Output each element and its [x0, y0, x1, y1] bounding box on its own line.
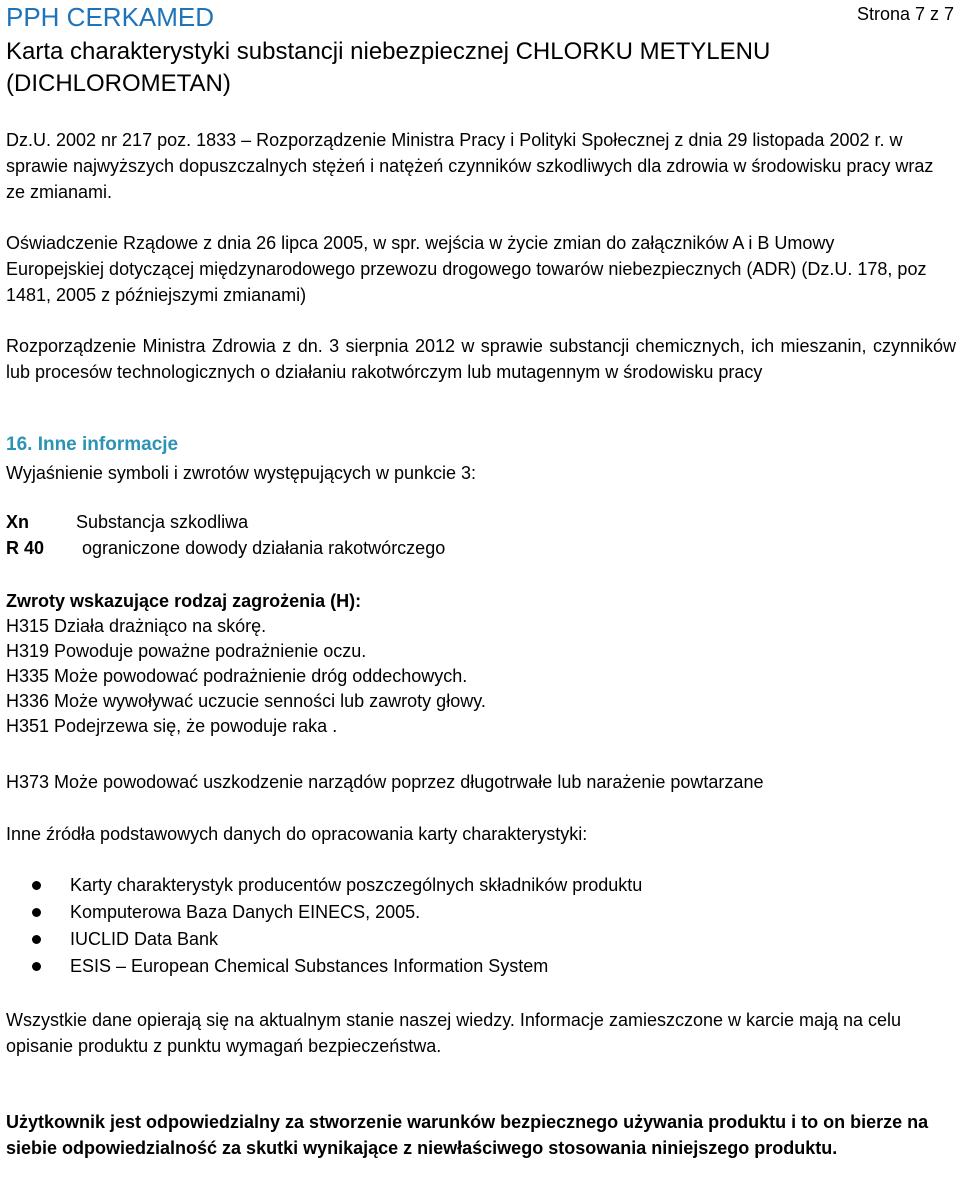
list-item	[6, 899, 946, 926]
responsibility-note: Użytkownik jest odpowiedzialny za stworzenie warunków bezpiecznego używania produktu i to on bierze na siebie odpowiedzialność za skutki wynikające z niewłaściwego stosowania niniejszego produktu.	[6, 1112, 929, 1158]
bullet-icon	[32, 962, 41, 971]
list-item	[6, 953, 946, 980]
source-text: IUCLID Data Bank	[70, 929, 219, 949]
source-text: ESIS – European Chemical Substances Information System	[70, 956, 549, 976]
symbol-row	[6, 538, 445, 559]
bullet-icon	[32, 935, 41, 944]
sources-list	[6, 872, 946, 980]
symbol-description: ograniczone dowody działania rakotwórczego	[82, 538, 446, 558]
page-number: Strona 7 z 7	[856, 4, 954, 24]
source-text: Karty charakterystyk producentów poszczególnych składników produktu	[70, 875, 643, 895]
section-16-heading: 16. Inne informacje	[6, 434, 179, 455]
knowledge-note: Wszystkie dane opierają się na aktualnym stanie naszej wiedzy. Informacje zamieszczone w karcie mają na celu opisanie produktu z punktu wymagań bezpieczeństwa.	[6, 1010, 902, 1056]
h373-statement: H373 Może powodować uszkodzenie narządów poprzez długotrwałe lub narażenie powtarzane	[6, 772, 764, 792]
h-statement: H351 Podejrzewa się, że powoduje raka .	[6, 716, 338, 736]
bullet-icon	[32, 881, 41, 890]
bullet-icon	[32, 908, 41, 917]
symbol-code: Xn	[6, 512, 30, 532]
h-statement: H315 Działa drażniąco na skórę.	[6, 616, 267, 636]
h-statements-block	[6, 589, 946, 739]
sources-intro: Inne źródła podstawowych danych do opracowania karty charakterystyki:	[6, 824, 588, 844]
symbol-row	[6, 512, 248, 533]
document-title: Karta charakterystyki substancji niebezpiecznej CHLORKU METYLENU (DICHLOROMETAN)	[6, 38, 771, 97]
list-item	[6, 872, 946, 899]
h-statement: H336 Może wywoływać uczucie senności lub zawroty głowy.	[6, 691, 486, 711]
list-item	[6, 926, 946, 953]
symbols-intro: Wyjaśnienie symboli i zwrotów występujących w punkcie 3:	[6, 463, 477, 483]
h-statements-heading: Zwroty wskazujące rodzaj zagrożenia (H):	[6, 591, 362, 611]
source-text: Komputerowa Baza Danych EINECS, 2005.	[70, 902, 421, 922]
regulation-paragraph: Dz.U. 2002 nr 217 poz. 1833 – Rozporządzenie Ministra Pracy i Polityki Społecznej z dnia 29 listopada 2002 r. w sprawie najwyższych dopuszczalnych stężeń i natężeń czynników szkodliwych dla zdrowia w środowisku pracy wraz ze zmianami.	[6, 130, 934, 202]
regulation-paragraph: Rozporządzenie Ministra Zdrowia z dn. 3 sierpnia 2012 w sprawie substancji chemicznych, ich mieszanin, czynników lub procesów technologicznych o działaniu rakotwórczym lub mutagennym w środowisku pracy	[6, 336, 956, 382]
h-statement: H335 Może powodować podrażnienie dróg oddechowych.	[6, 666, 468, 686]
symbol-description: Substancja szkodliwa	[76, 512, 249, 532]
company-name: PPH CERKAMED	[6, 2, 215, 32]
symbol-code: R 40	[6, 538, 45, 558]
regulation-paragraph: Oświadczenie Rządowe z dnia 26 lipca 2005, w spr. wejścia w życie zmian do załączników A i B Umowy Europejskiej dotyczącej międzynarodowego przewozu drogowego towarów niebezpiecznych (ADR) (Dz.U. 178, poz 1481, 2005 z późniejszymi zmianami)	[6, 233, 927, 305]
h-statement: H319 Powoduje poważne podrażnienie oczu.	[6, 641, 367, 661]
